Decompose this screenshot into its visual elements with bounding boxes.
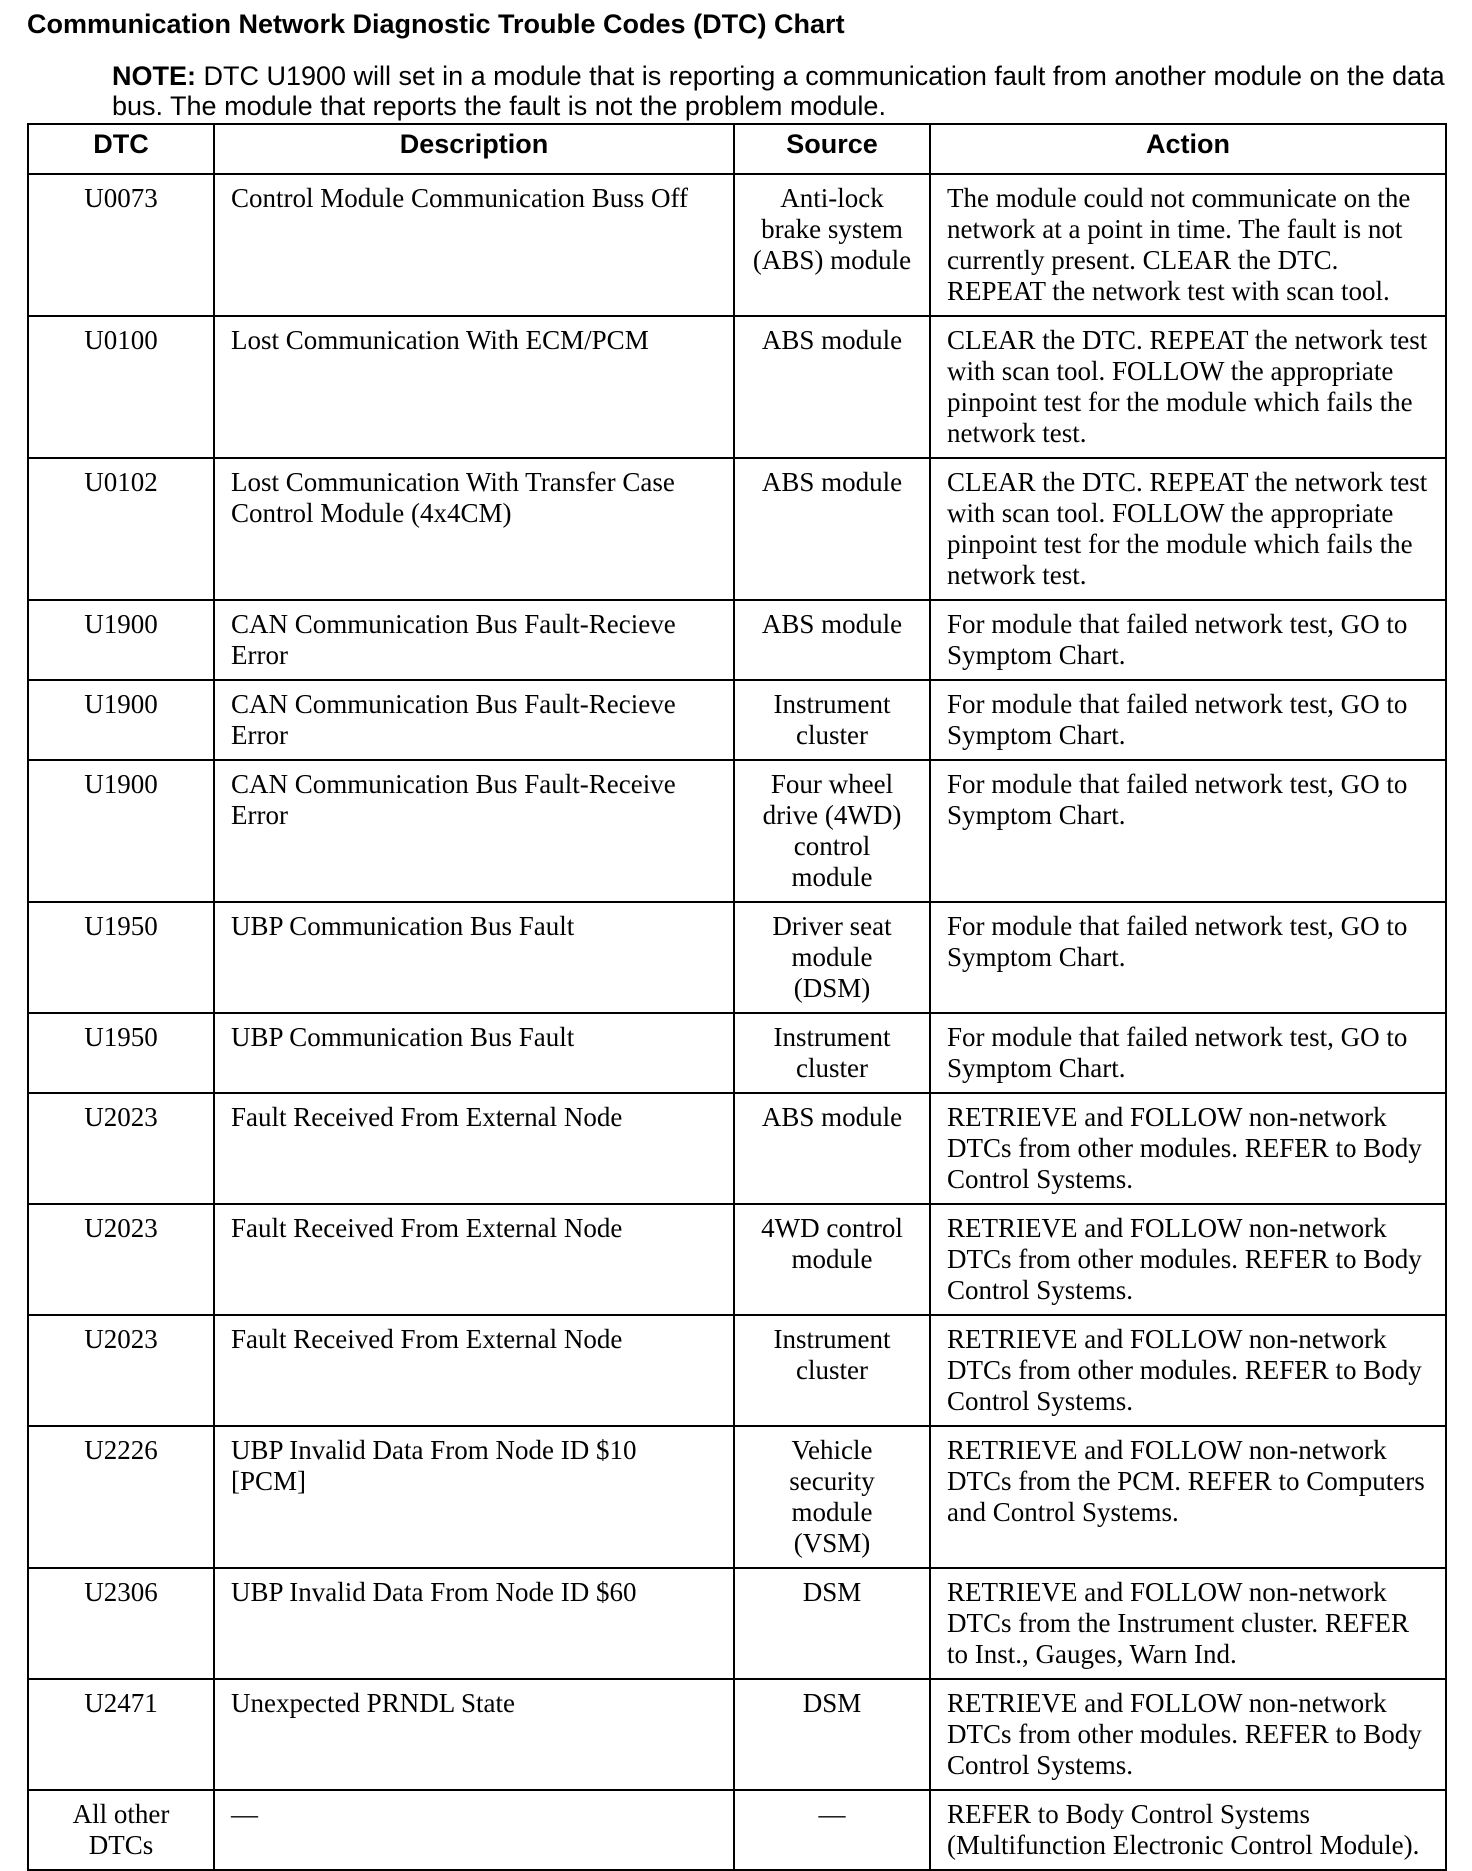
cell-action: For module that failed network test, GO to Symptom Chart. [930, 902, 1446, 1013]
cell-action: For module that failed network test, GO to Symptom Chart. [930, 1013, 1446, 1093]
table-row [28, 458, 1446, 600]
cell-description: UBP Invalid Data From Node ID $60 [214, 1568, 734, 1679]
cell-source: DSM [734, 1568, 930, 1679]
cell-action: For module that failed network test, GO to Symptom Chart. [930, 600, 1446, 680]
cell-action: For module that failed network test, GO to Symptom Chart. [930, 760, 1446, 902]
table-row [28, 1679, 1446, 1790]
cell-description: CAN Communication Bus Fault-Recieve Error [214, 680, 734, 760]
table-row [28, 316, 1446, 458]
cell-dtc: U2226 [28, 1426, 214, 1568]
cell-source: Four wheel drive (4WD) control module [734, 760, 930, 902]
table-row [28, 1790, 1446, 1870]
cell-source: ABS module [734, 458, 930, 600]
note-text: DTC U1900 will set in a module that is reporting a communication fault from another module on the data bus. The module that reports the fault is not the problem module. [112, 61, 1445, 121]
table-row [28, 600, 1446, 680]
cell-source: — [734, 1790, 930, 1870]
cell-dtc: All other DTCs [28, 1790, 214, 1870]
cell-source: Vehicle security module (VSM) [734, 1426, 930, 1568]
cell-description: UBP Communication Bus Fault [214, 902, 734, 1013]
cell-dtc: U2306 [28, 1568, 214, 1679]
cell-description: CAN Communication Bus Fault-Recieve Error [214, 600, 734, 680]
cell-action: For module that failed network test, GO to Symptom Chart. [930, 680, 1446, 760]
document-title: Communication Network Diagnostic Trouble Codes (DTC) Chart [27, 9, 845, 39]
cell-dtc: U2023 [28, 1315, 214, 1426]
cell-source: Anti-lock brake system (ABS) module [734, 174, 930, 316]
header-source: Source [734, 124, 930, 174]
cell-dtc: U1900 [28, 680, 214, 760]
cell-action: CLEAR the DTC. REPEAT the network test with scan tool. FOLLOW the appropriate pinpoint test for the module which fails the network test. [930, 458, 1446, 600]
cell-description: Unexpected PRNDL State [214, 1679, 734, 1790]
table-row [28, 1426, 1446, 1568]
cell-dtc: U1950 [28, 1013, 214, 1093]
cell-source: Instrument cluster [734, 680, 930, 760]
cell-action: RETRIEVE and FOLLOW non-network DTCs from other modules. REFER to Body Control Systems. [930, 1315, 1446, 1426]
header-action: Action [930, 124, 1446, 174]
table-row [28, 1093, 1446, 1204]
cell-dtc: U2023 [28, 1204, 214, 1315]
table-row [28, 1013, 1446, 1093]
cell-dtc: U0102 [28, 458, 214, 600]
table-row [28, 760, 1446, 902]
header-dtc: DTC [28, 124, 214, 174]
cell-description: — [214, 1790, 734, 1870]
cell-dtc: U1950 [28, 902, 214, 1013]
cell-action: The module could not communicate on the network at a point in time. The fault is not currently present. CLEAR the DTC. REPEAT the network test with scan tool. [930, 174, 1446, 316]
header-description: Description [214, 124, 734, 174]
note-label: NOTE: [112, 61, 196, 91]
cell-action: REFER to Body Control Systems (Multifunction Electronic Control Module). [930, 1790, 1446, 1870]
cell-source: DSM [734, 1679, 930, 1790]
cell-description: CAN Communication Bus Fault-Receive Error [214, 760, 734, 902]
table-row [28, 1315, 1446, 1426]
cell-dtc: U1900 [28, 760, 214, 902]
cell-dtc: U0073 [28, 174, 214, 316]
note-paragraph [112, 61, 1452, 121]
cell-action: RETRIEVE and FOLLOW non-network DTCs from other modules. REFER to Body Control Systems. [930, 1204, 1446, 1315]
table-row [28, 174, 1446, 316]
cell-source: ABS module [734, 600, 930, 680]
cell-dtc: U0100 [28, 316, 214, 458]
cell-source: Instrument cluster [734, 1315, 930, 1426]
table-row [28, 1204, 1446, 1315]
cell-dtc: U1900 [28, 600, 214, 680]
cell-source: Driver seat module (DSM) [734, 902, 930, 1013]
cell-action: RETRIEVE and FOLLOW non-network DTCs from other modules. REFER to Body Control Systems. [930, 1093, 1446, 1204]
table-header-row [28, 124, 1446, 174]
table-row [28, 902, 1446, 1013]
cell-source: ABS module [734, 316, 930, 458]
cell-action: RETRIEVE and FOLLOW non-network DTCs from the Instrument cluster. REFER to Inst., Gauges, Warn Ind. [930, 1568, 1446, 1679]
cell-description: Fault Received From External Node [214, 1204, 734, 1315]
cell-description: Fault Received From External Node [214, 1315, 734, 1426]
cell-description: Control Module Communication Buss Off [214, 174, 734, 316]
table-row [28, 1568, 1446, 1679]
cell-description: Lost Communication With Transfer Case Control Module (4x4CM) [214, 458, 734, 600]
cell-dtc: U2023 [28, 1093, 214, 1204]
cell-dtc: U2471 [28, 1679, 214, 1790]
table-row [28, 680, 1446, 760]
cell-action: RETRIEVE and FOLLOW non-network DTCs from the PCM. REFER to Computers and Control Systems. [930, 1426, 1446, 1568]
cell-description: UBP Invalid Data From Node ID $10 [PCM] [214, 1426, 734, 1568]
cell-action: RETRIEVE and FOLLOW non-network DTCs from other modules. REFER to Body Control Systems. [930, 1679, 1446, 1790]
cell-source: ABS module [734, 1093, 930, 1204]
cell-description: UBP Communication Bus Fault [214, 1013, 734, 1093]
dtc-table [27, 123, 1447, 1871]
cell-source: 4WD control module [734, 1204, 930, 1315]
cell-action: CLEAR the DTC. REPEAT the network test with scan tool. FOLLOW the appropriate pinpoint test for the module which fails the network test. [930, 316, 1446, 458]
cell-description: Lost Communication With ECM/PCM [214, 316, 734, 458]
cell-source: Instrument cluster [734, 1013, 930, 1093]
cell-description: Fault Received From External Node [214, 1093, 734, 1204]
